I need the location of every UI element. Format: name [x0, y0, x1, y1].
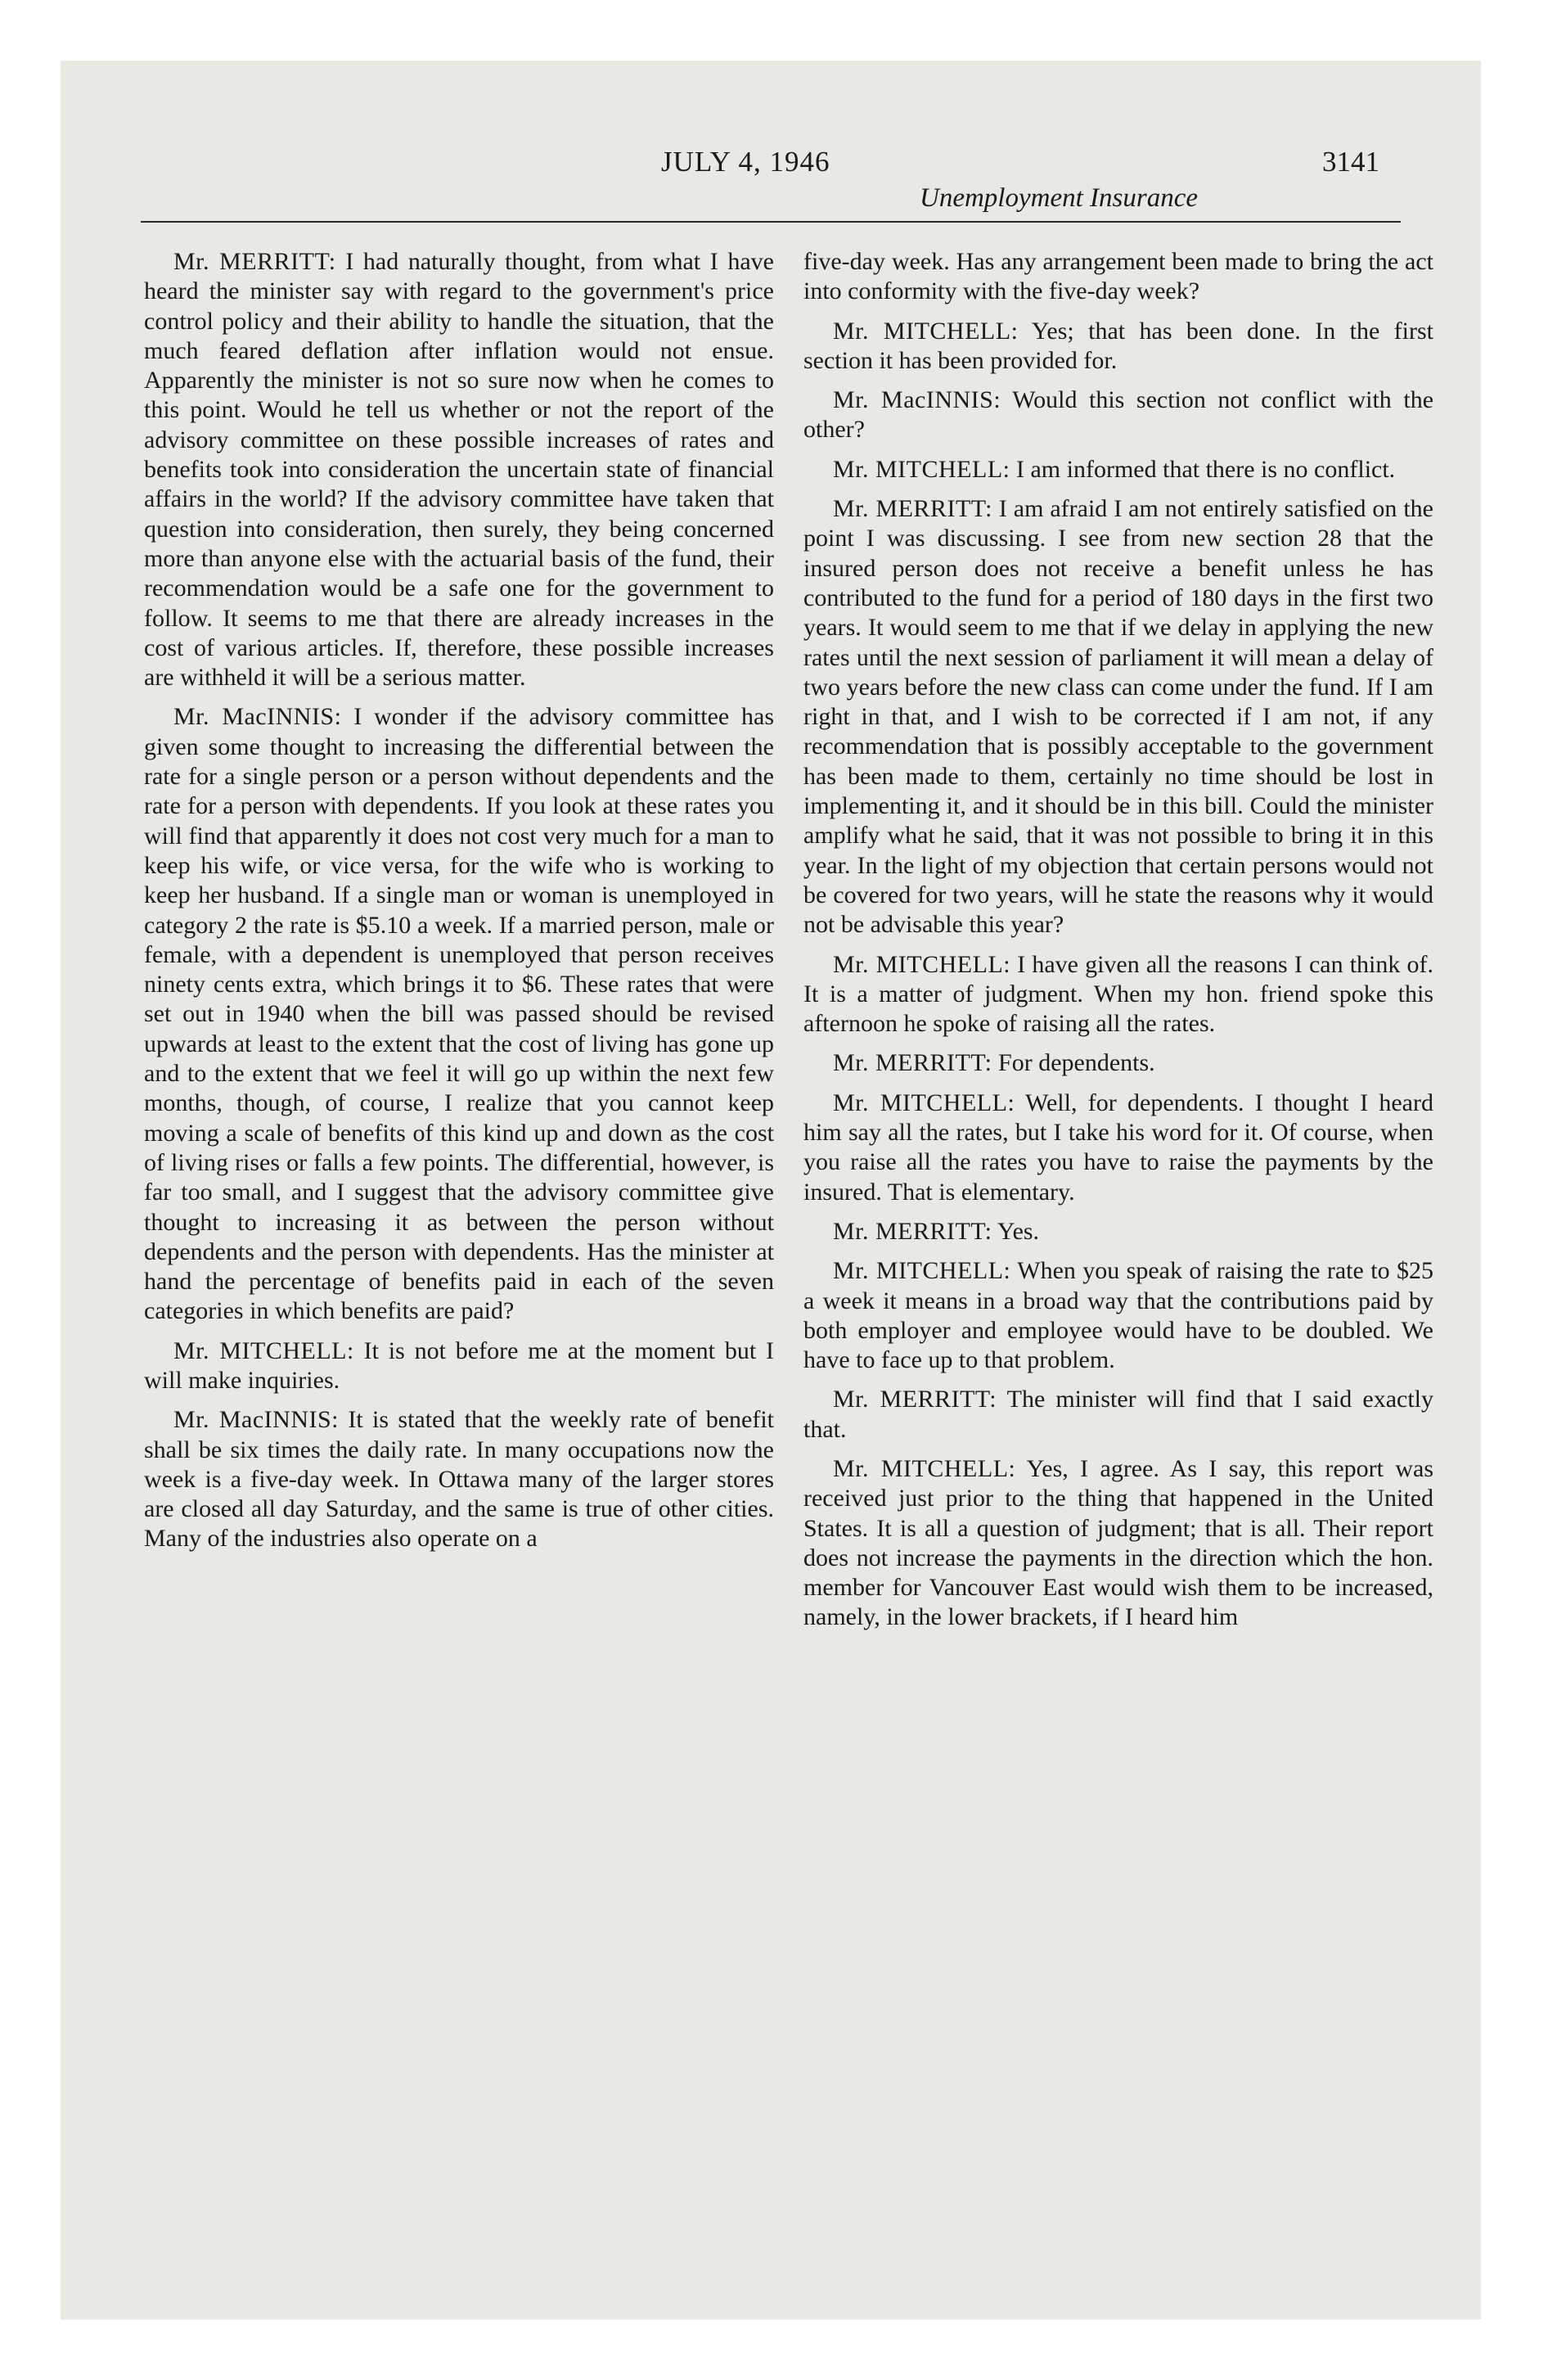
- speaker-name: Mr. MITCHELL:: [833, 1454, 1016, 1482]
- speaker-name: Mr. MERRITT:: [833, 1386, 997, 1413]
- speaker-name: Mr. MITCHELL:: [833, 317, 1019, 345]
- paragraph: [803, 385, 1433, 445]
- speaker-name: Mr. MERRITT:: [833, 1049, 992, 1077]
- paragraph: [803, 1089, 1433, 1207]
- speech-text: I am afraid I am not entirely satisfied on the point I was discussing. I see from new section 28 that the insured person does not receive a benefit unless he has contributed to the fund for a period of 180 days in the first two years. It would seem to me that if we delay in applying the new rates until the next session of parliament it will mean a delay of two years before the new class can come under the fund. If I am right in that, and I wish to be corrected if I am not, if any recommendation that is possibly acceptable to the government has been made to them, certainly no time should be lost in implementing it, and it should be in this bill. Could the minister amplify what he said, that it was not possible to bring it in this year. In the light of my objection that certain persons would not be covered for two years, will he state the reasons why it would not be advisable this year?: [803, 495, 1433, 939]
- speech-text: I have given all the reasons I can think of. It is a matter of judgment. When my hon. friend spoke this afternoon he spoke of raising all the rates.: [803, 950, 1433, 1038]
- speech-text: Well, for dependents. I thought I heard him say all the rates, but I take his word for it. Of course, when you raise all the rates you have to raise the payments by the insured. That is elementary.: [803, 1089, 1433, 1206]
- paragraph: [803, 1256, 1433, 1375]
- speech-text: Yes.: [997, 1217, 1040, 1245]
- page-scan: [61, 61, 1481, 2319]
- speaker-name: Mr. MERRITT:: [833, 1217, 992, 1245]
- paragraph: [803, 494, 1433, 940]
- speech-text: Yes, I agree. As I say, this report was received just prior to the thing that happened in the United States. It is all a question of judgment; that is all. Their report does not increase the payments in the direction which the hon. member for Vancouver East would wish them to be increased, namely, in the lower brackets, if I heard him: [803, 1454, 1433, 1631]
- paragraph: [803, 317, 1433, 376]
- left-column: [144, 247, 774, 1564]
- paragraph: [803, 950, 1433, 1039]
- speech-text: I am informed that there is no conflict.: [1016, 455, 1396, 483]
- paragraph: [803, 455, 1433, 485]
- speaker-name: Mr. MITCHELL:: [833, 1089, 1015, 1116]
- speaker-name: Mr. MERRITT:: [173, 248, 336, 275]
- page-number: 3141: [1322, 146, 1379, 178]
- paragraph: [144, 1405, 774, 1553]
- speaker-name: Mr. MITCHELL:: [833, 455, 1010, 483]
- paragraph: [144, 247, 774, 692]
- speaker-name: Mr. MacINNIS:: [833, 386, 1001, 414]
- paragraph: [803, 1217, 1433, 1246]
- speech-text: When you speak of raising the rate to $25 a week it means in a broad way that the contributions paid by both employer and employee would have to be doubled. We have to face up to that problem.: [803, 1257, 1433, 1374]
- speech-text: I wonder if the advisory committee has given some thought to increasing the differential between the rate for a single person or a person without dependents and the rate for a person with dependents. If you look at these rates you will find that apparently it does not cost very much for a man to keep his wife, or vice versa, for the wife who is working to keep her husband. If a single man or woman is unemployed in category 2 the rate is $5.10 a week. If a married person, male or female, with a dependent is unemployed that person receives ninety cents extra, which brings it to $6. These rates that were set out in 1940 when the bill was passed should be revised upwards at least to the extent that the cost of living has gone up and to the extent that we feel it will go up within the next few months, though, of course, I realize that you cannot keep moving a scale of benefits of this kind up and down as the cost of living rises or falls a few points. The differential, however, is far too small, and I suggest that the advisory committee give thought to increasing it as between the person without dependents and the person with dependents. Has the minister at hand the percentage of benefits paid in each of the seven categories in which benefits are paid?: [144, 703, 774, 1325]
- speech-text: Would this section not conflict with the other?: [803, 386, 1434, 444]
- speech-text: The minister will find that I said exactly that.: [803, 1386, 1433, 1443]
- section-title: Unemployment Insurance: [920, 183, 1198, 213]
- speaker-name: Mr. MERRITT:: [833, 495, 992, 523]
- paragraph: [803, 1454, 1433, 1633]
- speaker-name: Mr. MITCHELL:: [833, 950, 1011, 978]
- speaker-name: Mr. MITCHELL:: [173, 1336, 354, 1364]
- speech-text: It is stated that the weekly rate of benefit shall be six times the daily rate. In many occupations now the week is a five-day week. In Ottawa many of the larger stores are closed all day Saturday, and the same is true of other cities. Many of the industries also operate on a: [144, 1406, 774, 1553]
- paragraph: [803, 1048, 1433, 1078]
- paragraph: [803, 1385, 1433, 1445]
- speaker-name: Mr. MITCHELL:: [833, 1257, 1011, 1285]
- header-rule: [141, 221, 1401, 223]
- paragraph: [144, 1336, 774, 1396]
- speech-text: I had naturally thought, from what I have heard the minister say with regard to the government's price control policy and their ability to handle the situation, that the much feared deflation after inflation would not ensue. Apparently the minister is not so sure now when he comes to this point. Would he tell us whether or not the report of the advisory committee on these possible increases of rates and benefits took into consideration the uncertain state of financial affairs in the world? If the advisory committee have taken that question into consideration, then surely, they being concerned more than anyone else with the actuarial basis of the fund, their recommendation would be a safe one for the government to follow. It seems to me that there are already increases in the cost of various articles. If, therefore, these possible increases are withheld it will be a serious matter.: [144, 248, 774, 692]
- paragraph-continued: [803, 247, 1433, 307]
- speaker-name: Mr. MacINNIS:: [173, 703, 342, 731]
- header-date: JULY 4, 1946: [661, 146, 830, 178]
- paragraph: [144, 702, 774, 1326]
- speech-text: Yes; that has been done. In the first section it has been provided for.: [803, 317, 1433, 374]
- right-column: [803, 247, 1433, 1643]
- speaker-name: Mr. MacINNIS:: [173, 1406, 339, 1434]
- speech-text: five-day week. Has any arrangement been made to bring the act into conformity with the five-day week?: [803, 248, 1433, 305]
- speech-text: For dependents.: [998, 1049, 1155, 1077]
- speech-text: It is not before me at the moment but I will make inquiries.: [144, 1336, 774, 1394]
